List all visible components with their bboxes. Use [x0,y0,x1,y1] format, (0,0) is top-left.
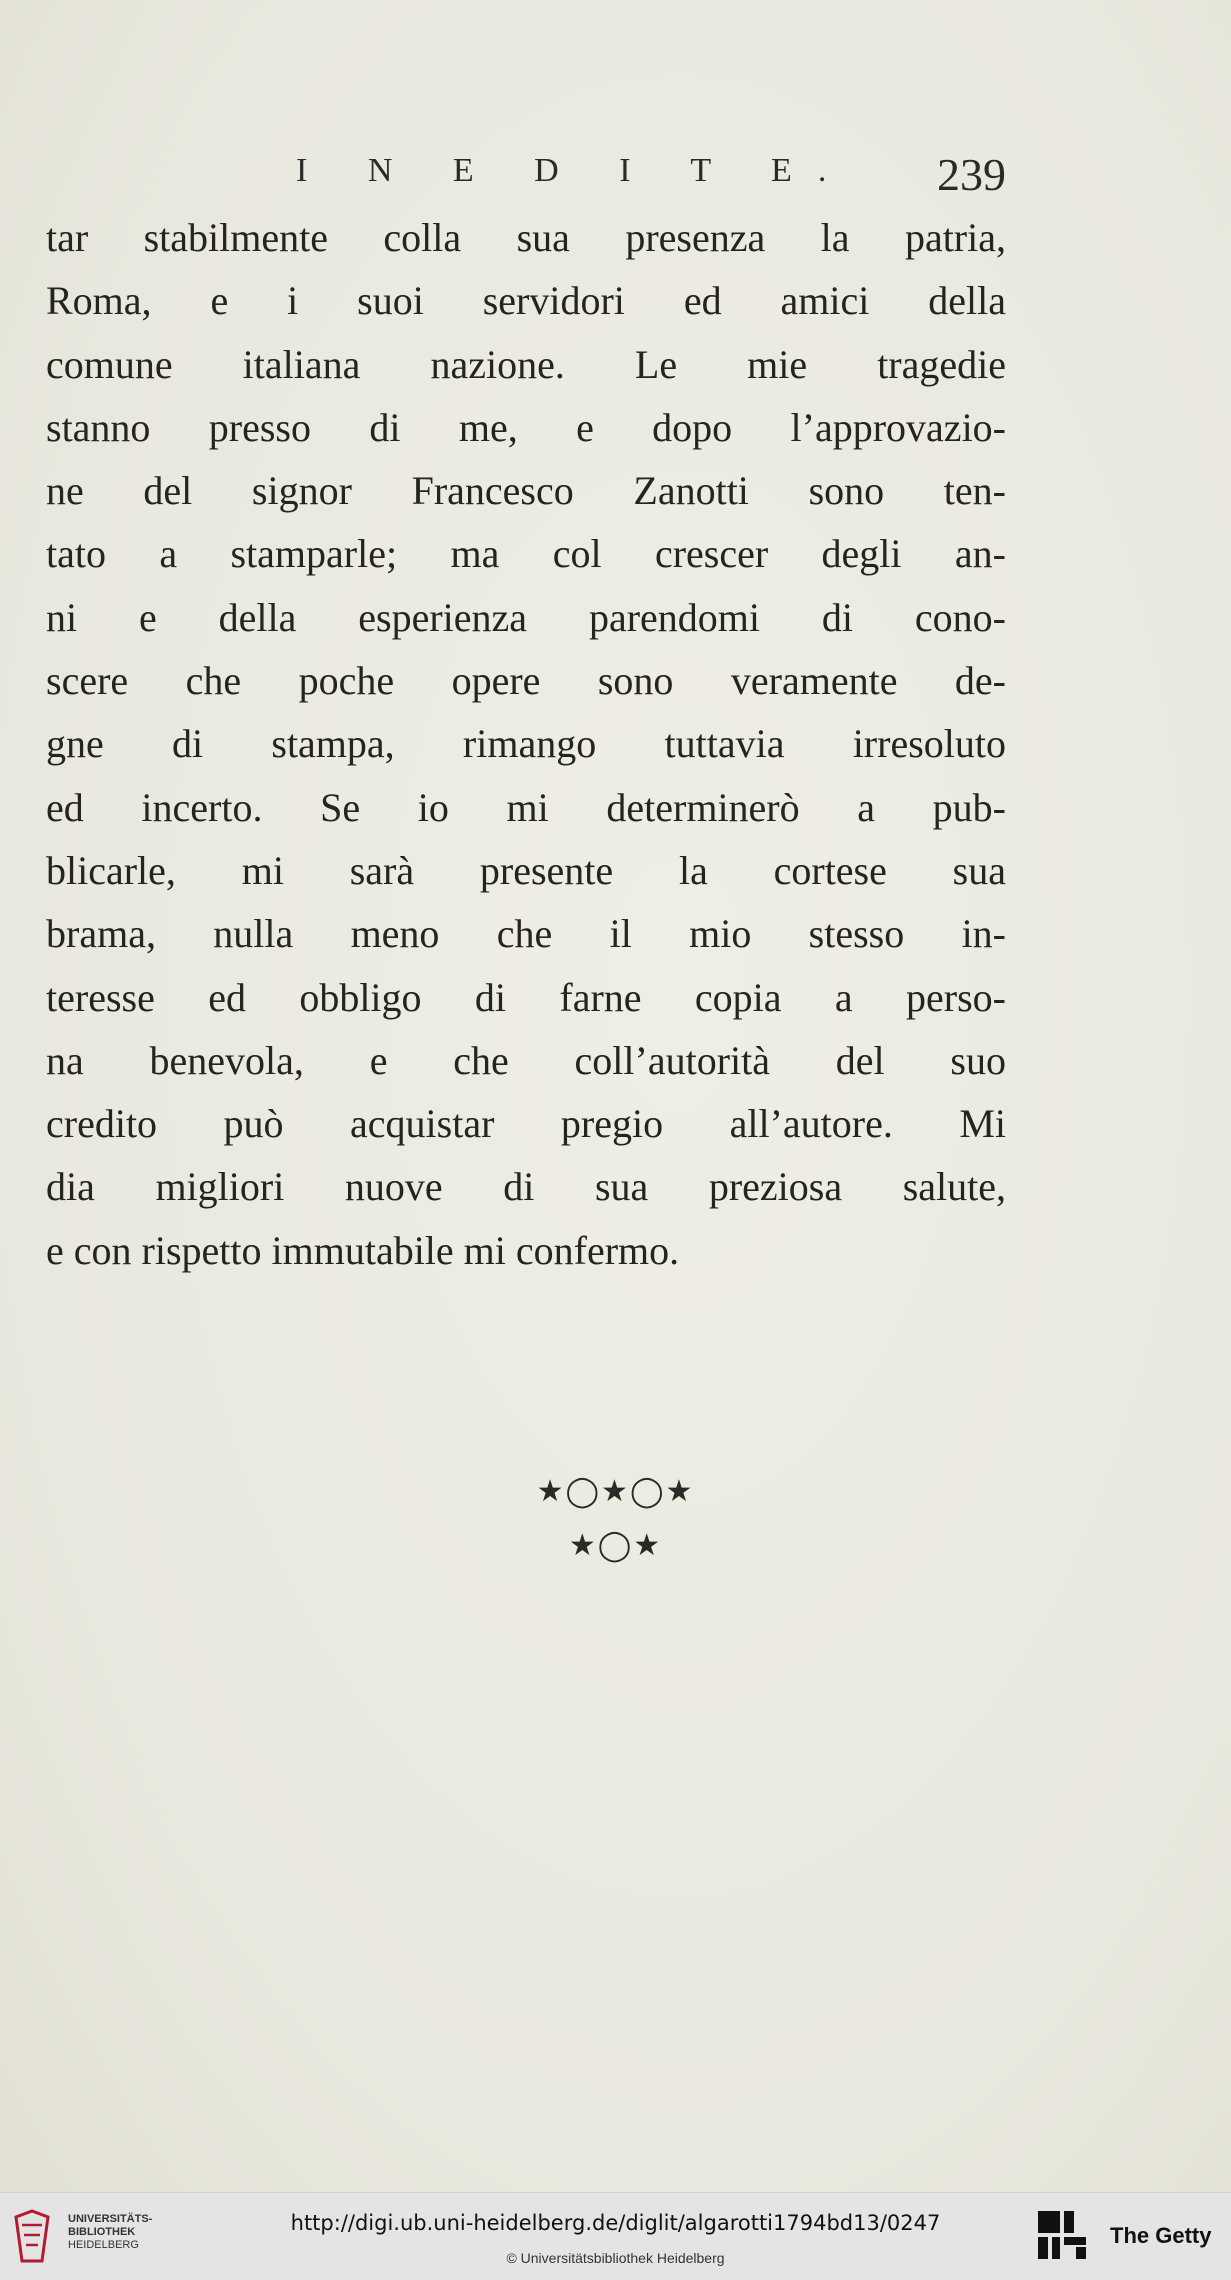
text-line: blicarle, mi sarà presente la cortese sua [46,847,1006,893]
footer-bar [0,2192,1231,2280]
page-number: 239 [937,149,1006,200]
text-line: dia migliori nuove di sua preziosa salute, [46,1164,1006,1210]
institution-line: BIBLIOTHEK [68,2226,136,2238]
text-line: ne del signor Francesco Zanotti sono ten- [46,468,1006,514]
text-line: comune italiana nazione. Le mie tragedie [46,341,1006,387]
text-line: tar stabilmente colla sua presenza la patria, [46,215,1006,260]
ornament-row-bottom: ★◯★ [568,1528,663,1563]
text-line: ni e della esperienza parendomi di cono- [46,594,1006,640]
ornament-row-top: ★◯★◯★ [536,1474,695,1509]
body-text [46,206,1006,1282]
partner-name: The Getty [1110,2223,1212,2248]
text-line: Roma, e i suoi servidori ed amici della [46,278,1006,324]
text-line: ed incerto. Se io mi determinerò a pub- [46,784,1006,830]
text-line: scere che poche opere sono veramente de- [46,658,1006,704]
copyright-notice: © Universitätsbibliothek Heidelberg [506,2250,725,2266]
text-line: gne di stampa, rimango tuttavia irresoluto [46,721,1006,767]
getty-logo-icon [1036,2209,1088,2263]
text-line: tato a stamparle; ma col crescer degli an- [46,531,1006,577]
text-line: brama, nulla meno che il mio stesso in- [46,911,1006,957]
institution-line: UNIVERSITÄTS- [68,2213,153,2225]
text-line: teresse ed obbligo di farne copia a perso- [46,974,1006,1020]
text-line: na benevola, e che coll’autorità del suo [46,1037,1006,1083]
text-line: stanno presso di me, e dopo l’approvazio- [46,404,1006,450]
text-line: e con rispetto immutabile mi confermo. [46,1227,680,1273]
institution-line: HEIDELBERG [68,2239,139,2251]
permalink-url[interactable]: http://digi.ub.uni-heidelberg.de/diglit/algarotti1794bd13/0247 [290,2211,941,2235]
running-head-title: I N E D I T E. [296,152,853,189]
running-head [46,148,1006,208]
text-line: credito può acquistar pregio all’autore. Mi [46,1101,1006,1147]
